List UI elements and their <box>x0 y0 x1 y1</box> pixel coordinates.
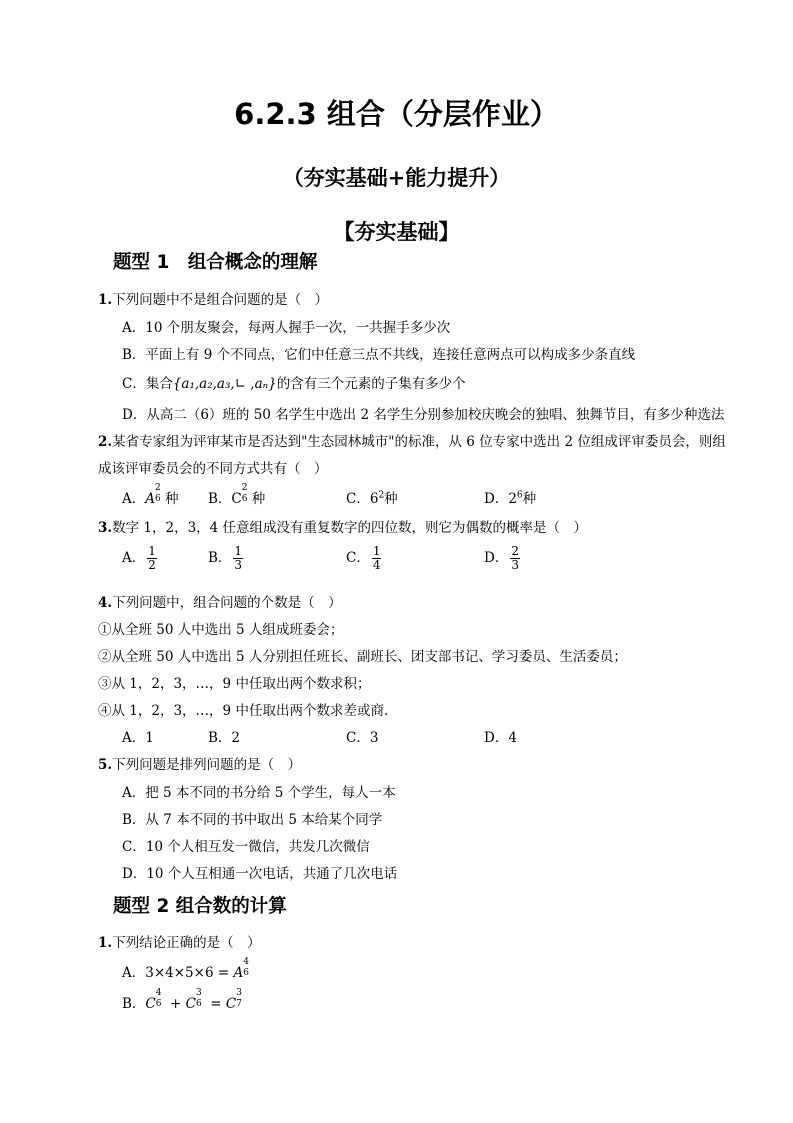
type1-q5-option-c: C．10 个人相互发一微信，共发几次微信 <box>122 839 370 855</box>
type1-q4-item-4: ④从 1，2，3，…，9 中任取出两个数求差或商. <box>98 703 389 719</box>
type1-q3-stem <box>98 516 587 536</box>
math-symbol: C <box>225 996 237 1012</box>
type1-q4-option-b: B．2 <box>208 730 241 746</box>
page-title: 6.2.3 组合（分层作业） <box>234 97 559 131</box>
option-text: 的含有三个元素的子集有多少个 <box>276 376 466 392</box>
type1-q1-option-b: B．平面上有 9 个不同点，它们中任意三点不共线，连接任意两点可以构成多少条直线 <box>122 347 636 363</box>
type1-q2-option-c <box>346 487 398 507</box>
type1-q2-option-a <box>122 483 179 507</box>
type1-q5-option-b: B．从 7 本不同的书中取出 5 本给某个同学 <box>122 812 383 828</box>
type1-q3-option-d <box>484 545 520 572</box>
type1-q4-option-c: C．3 <box>346 730 379 746</box>
type1-q3-option-b <box>208 545 243 572</box>
question-text: 下列问题中，组合问题的个数是（ ） <box>112 595 342 611</box>
question-text: 某省专家组为评审某市是否达到"生态园林城市"的标准，从 6 位专家中选出 2 位组成评审委员会，则组 <box>112 434 726 450</box>
type1-q4-item-1: ①从全班 50 人中选出 5 人组成班委会； <box>98 622 344 638</box>
subscript: 6 <box>241 494 248 504</box>
question-number: 1. <box>98 292 113 308</box>
superscript: 4 <box>243 957 249 967</box>
type1-q1-stem <box>98 288 328 308</box>
fraction: $\frac{2}{3}$ <box>511 544 519 572</box>
type1-q4-stem <box>98 591 342 611</box>
subscript: 6 <box>155 494 161 504</box>
type1-q4-option-a: A．1 <box>122 730 154 746</box>
option-label: C．集合 <box>122 376 173 392</box>
plus-sign: + <box>165 996 186 1012</box>
superscript: 3 <box>196 988 202 998</box>
type1-q4-item-3: ③从 1，2，3，…，9 中任取出两个数求积； <box>98 676 371 692</box>
type1-q2-option-d <box>484 487 536 507</box>
subscript: 6 <box>196 999 202 1009</box>
option-label: C． <box>346 550 370 566</box>
unit: 种 <box>522 491 537 507</box>
option-label: A． <box>122 965 146 981</box>
unit: 种 <box>384 491 398 507</box>
option-label: B． <box>122 996 146 1012</box>
type2-q1-stem <box>98 931 261 951</box>
type1-heading: 题型 1 组合概念的理解 <box>113 252 318 273</box>
question-text: 下列问题中不是组合问题的是（ ） <box>112 292 329 308</box>
type1-q3-option-a <box>122 545 157 572</box>
fraction: $\frac{1}{3}$ <box>234 544 243 572</box>
question-number: 3. <box>98 520 113 536</box>
type1-q2-option-b <box>208 483 266 507</box>
superscript: 4 <box>155 988 162 998</box>
math-base: 6 <box>369 491 379 507</box>
question-number: 1. <box>98 935 113 951</box>
type1-q5-option-d: D．10 个人互相通一次电话，共通了几次电话 <box>122 866 398 882</box>
type2-q1-option-b <box>122 988 246 1012</box>
type1-q4-item-2: ②从全班 50 人中选出 5 人分别担任班长、副班长、团支部书记、学习委员、生活委员； <box>98 649 627 665</box>
question-number: 4. <box>98 595 113 611</box>
page-subtitle: （夯实基础+能力提升） <box>282 165 511 190</box>
type1-q1-option-c <box>122 372 466 392</box>
math-symbol: C <box>231 491 242 507</box>
unit: 种 <box>251 491 266 507</box>
type1-q2-stem-line2: 成该评审委员会的不同方式共有（ ） <box>98 461 328 477</box>
option-label: C． <box>346 491 370 507</box>
type1-q3-option-c <box>346 545 381 572</box>
section-heading: 【夯实基础】 <box>333 219 460 244</box>
equals-sign: = <box>206 996 226 1012</box>
type1-q1-option-d: D．从高二（6）班的 50 名学生中选出 2 名学生分别参加校庆晚会的独唱、独舞节目，有多少种选法 <box>122 407 725 423</box>
question-text: 下列结论正确的是（ ） <box>112 935 261 951</box>
fraction: $\frac{1}{2}$ <box>148 544 156 572</box>
subscript: 6 <box>155 999 162 1009</box>
option-label: D． <box>484 491 509 507</box>
math-symbol: A <box>145 491 155 507</box>
superscript: 2 <box>241 483 248 493</box>
option-label: B． <box>208 550 232 566</box>
question-text: 数字 1，2，3，4 任意组成没有重复数字的四位数，则它为偶数的概率是（ ） <box>112 520 588 536</box>
math-base: 2 <box>508 491 517 507</box>
type2-heading: 题型 2 组合数的计算 <box>113 896 287 917</box>
option-label: A． <box>122 550 146 566</box>
type2-q1-option-a <box>122 957 253 981</box>
type1-q2-stem-line1 <box>98 430 726 450</box>
type1-q5-stem <box>98 753 301 773</box>
subscript: 6 <box>243 968 249 978</box>
superscript: 2 <box>155 483 161 493</box>
unit: 种 <box>165 491 179 507</box>
superscript: 2 <box>378 490 385 501</box>
type1-q4-option-d: D．4 <box>484 730 517 746</box>
option-label: A． <box>122 491 146 507</box>
option-label: D． <box>484 550 509 566</box>
math-symbol: C <box>145 996 156 1012</box>
question-number: 2. <box>98 434 113 450</box>
math-symbol: A <box>233 965 244 981</box>
math-expression: 3×4×5×6 = <box>145 965 234 981</box>
subscript: 7 <box>236 999 242 1009</box>
math-symbol: C <box>185 996 197 1012</box>
fraction: $\frac{1}{4}$ <box>372 544 381 572</box>
option-label: B． <box>208 491 232 507</box>
superscript: 3 <box>236 988 242 998</box>
superscript: 6 <box>516 490 523 501</box>
type1-q1-option-a: A．10 个朋友聚会，每两人握手一次，一共握手多少次 <box>122 320 451 336</box>
question-text: 下列问题是排列问题的是（ ） <box>112 757 302 773</box>
question-number: 5. <box>98 757 113 773</box>
type1-q5-option-a: A．把 5 本不同的书分给 5 个学生，每人一本 <box>122 785 396 801</box>
set-notation: {a₁,a₂,a₃,∟ ,aₙ} <box>172 376 277 392</box>
